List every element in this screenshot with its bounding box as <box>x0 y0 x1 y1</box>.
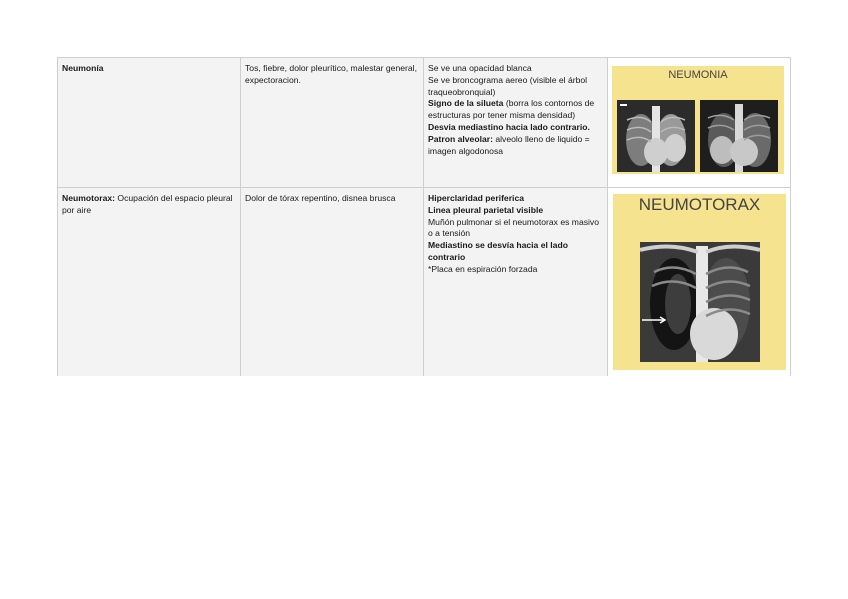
comparison-table <box>57 57 791 376</box>
disease-cell <box>58 188 241 376</box>
chest-xray-image <box>617 100 695 172</box>
table-row-neumotorax <box>58 188 790 376</box>
disease-name: Neumonía <box>62 63 104 73</box>
chest-xray-image <box>700 100 778 172</box>
image-title: NEUMONIA <box>668 69 728 81</box>
symptoms-cell <box>241 58 424 187</box>
neumonia-image-panel <box>612 66 784 174</box>
finding-line: Patron alveolar: alveolo lleno de liquido = imagen algodonosa <box>428 133 590 156</box>
finding-line: Mediastino se desvía hacia el lado contrario <box>428 240 568 262</box>
image-cell <box>608 188 790 376</box>
symptoms-cell <box>241 188 424 376</box>
finding-line: Muñón pulmonar si el neumotorax es masivo o a tensión <box>428 216 600 239</box>
symptoms-text: Dolor de tórax repentino, disnea brusca <box>245 193 396 203</box>
chest-xray-image <box>640 242 760 362</box>
disease-description: Ocupación del espacio pleural por aire <box>62 193 233 215</box>
finding-line: Se ve broncograma aereo (visible el árbol traqueobronquial) <box>428 74 588 97</box>
disease-cell <box>58 58 241 187</box>
image-title: NEUMOTORAX <box>638 195 761 214</box>
findings-cell <box>424 58 608 187</box>
image-cell <box>608 58 790 187</box>
finding-line: *Placa en espiración forzada <box>428 263 538 274</box>
finding-line: Signo de la silueta (borra los contornos de estructuras por tener misma densidad) <box>428 98 595 121</box>
findings-cell <box>424 188 608 376</box>
finding-line: Desvia mediastino hacia lado contrario. <box>428 121 590 132</box>
finding-line: Se ve una opacidad blanca <box>428 63 532 73</box>
neumotorax-image-panel <box>613 194 786 370</box>
finding-line: Linea pleural parietal visible <box>428 204 544 215</box>
table-row-neumonia <box>58 58 790 188</box>
symptoms-text: Tos, fiebre, dolor pleurítico, malestar general, expectoracion. <box>245 63 417 85</box>
finding-line: Hiperclaridad periferica <box>428 193 525 203</box>
disease-name: Neumotorax: <box>62 193 116 203</box>
